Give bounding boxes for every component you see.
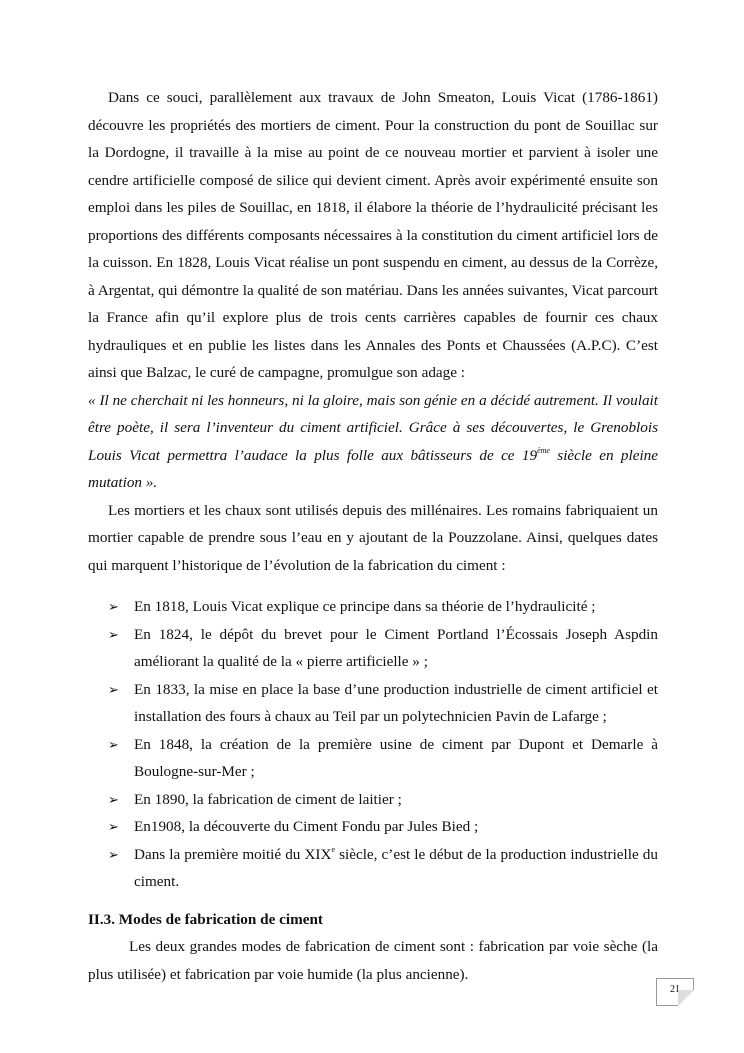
page-number-box <box>656 978 694 1006</box>
quote-text-2: siècle en pleine mutation ». <box>88 446 658 491</box>
balzac-quote <box>88 387 658 497</box>
quote-text-1: « Il ne cherchait ni les honneurs, ni la gloire, mais son génie en a décidé autrement. Il voulait être poète, il sera l’inventeur du ciment artificiel. Grâce à ses découvertes, le Grenoblois Louis Vicat permettra l’audace la plus folle aux bâtisseurs de ce 19 <box>88 391 658 464</box>
history-list <box>88 593 658 896</box>
list-item <box>88 731 658 786</box>
list-item-text: En 1848, la création de la première usine de ciment par Dupont et Demarle à Boulogne-sur-Mer ; <box>134 735 658 780</box>
arrow-bullet-icon: ➢ <box>108 819 119 834</box>
paragraph-vicat: Dans ce souci, parallèlement aux travaux de John Smeaton, Louis Vicat (1786-1861) découvre les propriétés des mortiers de ciment. Pour la construction du pont de Souillac sur la Dordogne, il travaille à la mise au point de ce nouveau mortier et parvient à isoler une cendre artificielle composé de silice qui devient ciment. Après avoir expérimenté ensuite son emploi dans les piles de Souillac, en 1818, il élabore la théorie de l’hydraulicité précisant les proportions des différents composants nécessaires à la constitution du ciment artificiel lors de la cuisson. En 1828, Louis Vicat réalise un pont suspendu en ciment, au dessus de la Corrèze, à Argentat, qui démontre la qualité de son matériau. Dans les années suivantes, Vicat parcourt la France afin qu’il explore plus de trois cents carrières capables de fournir ces chaux hydrauliques et en publie les listes dans les Annales des Ponts et Chaussées (A.P.C). C’est ainsi que Balzac, le curé de campagne, promulgue son adage : <box>88 89 658 381</box>
list-item <box>88 621 658 676</box>
quote-superscript: ème <box>537 445 550 455</box>
list-item <box>88 841 658 896</box>
arrow-bullet-icon: ➢ <box>108 599 119 614</box>
list-item-text: En 1818, Louis Vicat explique ce principe dans sa théorie de l’hydraulicité ; <box>134 598 596 615</box>
page-fold-icon <box>678 990 694 1006</box>
list-item-text: En 1824, le dépôt du brevet pour le Ciment Portland l’Écossais Joseph Aspdin améliorant la qualité de la « pierre artificielle » ; <box>134 625 658 670</box>
list-item-text: En 1833, la mise en place la base d’une production industrielle de ciment artificiel et installation des fours à chaux au Teil par un polytechnicien Pavin de Lafarge ; <box>134 680 658 725</box>
arrow-bullet-icon: ➢ <box>108 736 119 752</box>
document-page <box>88 84 658 988</box>
list-item <box>88 813 658 841</box>
list-item-text: Dans la première moitié du XIX <box>134 845 332 863</box>
paragraph-modes: Les deux grandes modes de fabrication de ciment sont : fabrication par voie sèche (la plus utilisée) et fabrication par voie humide (la plus ancienne). <box>88 938 658 983</box>
arrow-bullet-icon: ➢ <box>108 626 119 642</box>
list-item-text: En1908, la découverte du Ciment Fondu par Jules Bied ; <box>134 818 479 835</box>
section-heading: II.3. Modes de fabrication de ciment <box>88 910 323 928</box>
list-item-text: siècle, c’est le début de la production industrielle du ciment. <box>134 845 658 890</box>
arrow-bullet-icon: ➢ <box>108 681 119 697</box>
century-superscript: e <box>331 844 336 854</box>
list-item <box>88 786 658 814</box>
list-item-text: En 1890, la fabrication de ciment de laitier ; <box>134 790 402 808</box>
list-item <box>88 676 658 731</box>
list-item <box>88 593 658 621</box>
paragraph-mortiers: Les mortiers et les chaux sont utilisés depuis des millénaires. Les romains fabriquaient un mortier capable de prendre sous l’eau en y ajoutant de la Pouzzolane. Ainsi, quelques dates qui marquent l’historique de l’évolution de la fabrication du ciment : <box>88 501 658 574</box>
arrow-bullet-icon: ➢ <box>108 846 119 862</box>
arrow-bullet-icon: ➢ <box>108 791 119 807</box>
page-number: 21 <box>670 984 680 995</box>
